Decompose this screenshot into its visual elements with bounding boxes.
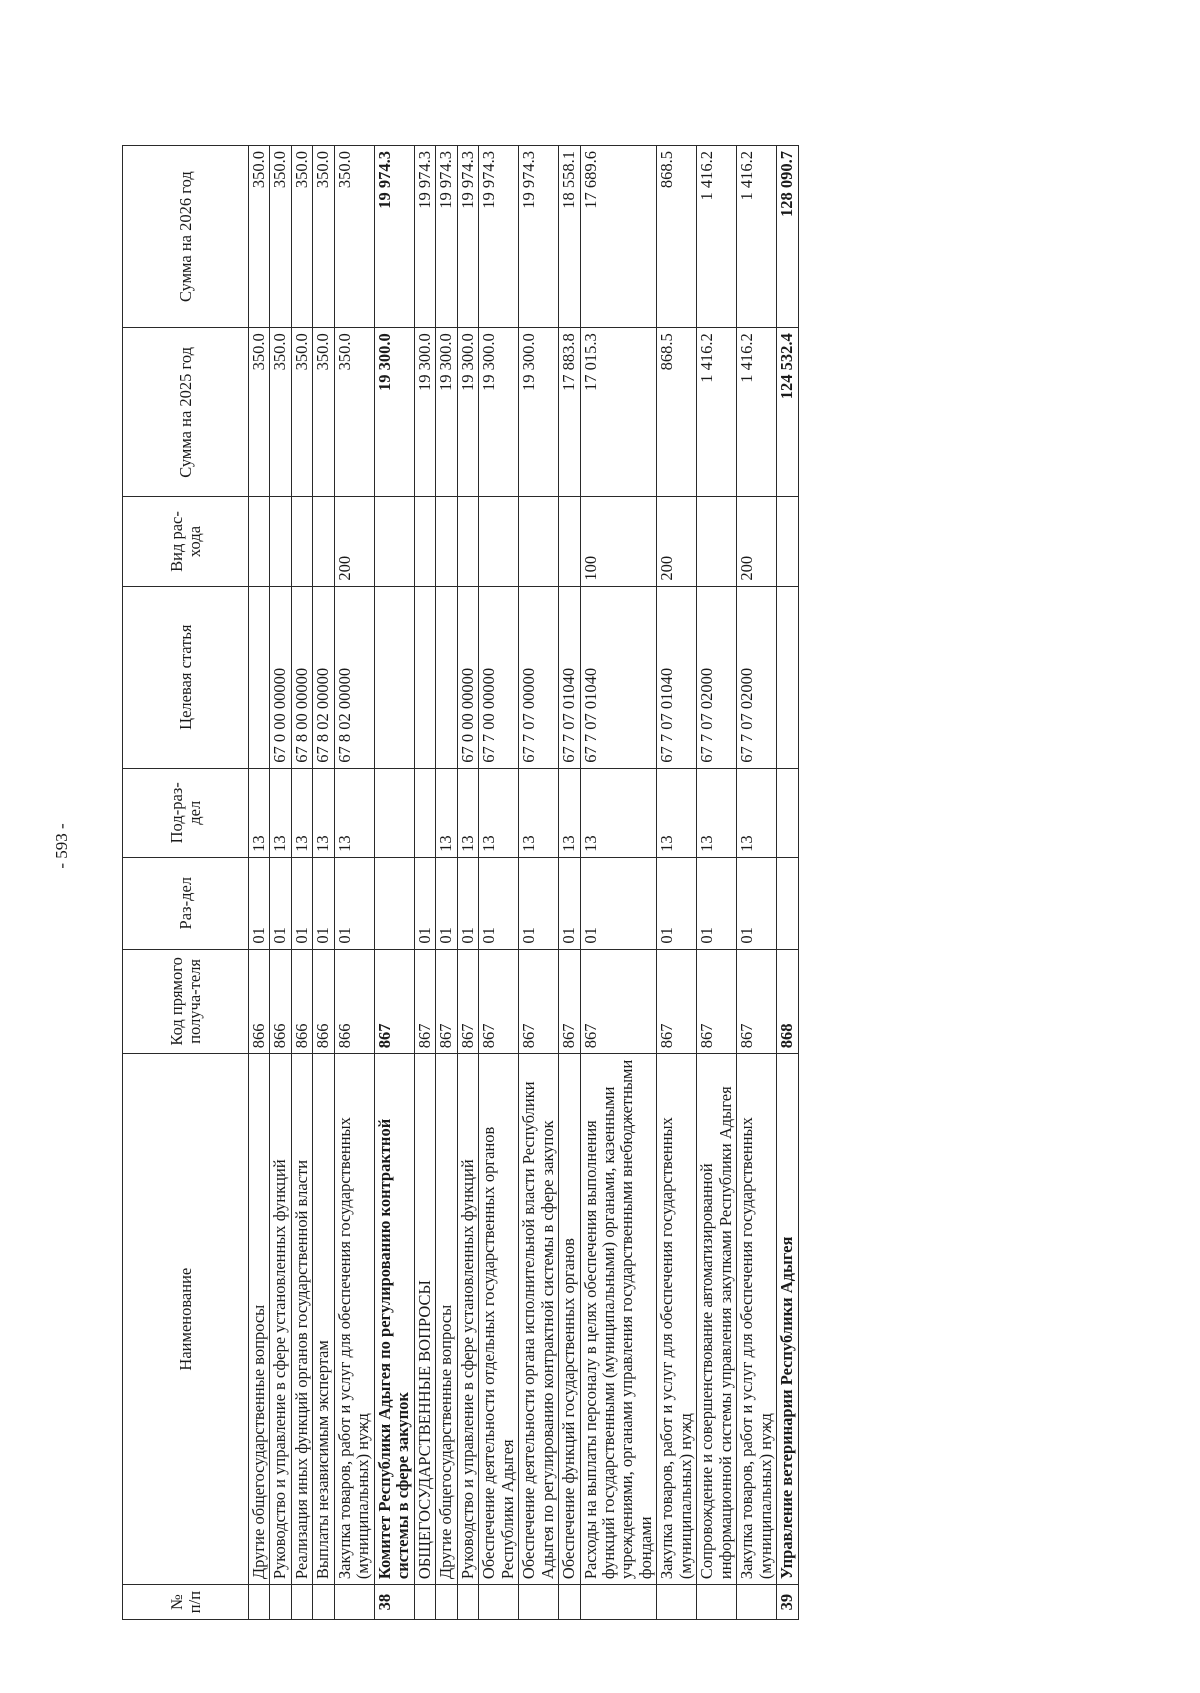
cell-vr [291,497,312,586]
cell-sum-2025: 19 300.0 [414,328,435,497]
cell-grbs: 868 [777,949,798,1054]
cell-sum-2025: 350.0 [291,328,312,497]
cell-name: Обеспечение деятельности органа исполнительной власти Республики Адыгея по регулированию контрактной системы в сфере закупок [519,1054,559,1585]
cell-csr: 67 8 00 00000 [291,586,312,768]
cell-csr [249,586,270,768]
cell-vr: 100 [580,497,657,586]
cell-vr [313,497,334,586]
cell-name: Другие общегосударственные вопросы [436,1054,457,1585]
cell-csr: 67 7 07 02000 [697,586,737,768]
cell-grbs: 867 [479,949,519,1054]
cell-name: Управление ветеринарии Республики Адыгея [777,1054,798,1585]
cell-sum-2026: 350.0 [334,146,374,328]
cell-grbs: 867 [457,949,478,1054]
cell-razdel: 01 [519,857,559,949]
cell-grbs: 866 [270,949,291,1054]
table-row [479,146,519,1620]
cell-csr: 67 0 00 00000 [270,586,291,768]
cell-razdel: 01 [657,857,697,949]
cell-sum-2026: 350.0 [313,146,334,328]
cell-csr: 67 7 07 01040 [580,586,657,768]
header-num: № п/п [123,1585,249,1620]
cell-podrazdel: 13 [291,768,312,857]
header-name: Наименование [123,1054,249,1585]
cell-name: Закупка товаров, работ и услуг для обеспечения государственных (муниципальных) нужд [334,1054,374,1585]
budget-table-container [122,145,1122,1620]
cell-name: Обеспечение деятельности отдельных государственных органов Республики Адыгея [479,1054,519,1585]
cell-vr: 200 [657,497,697,586]
cell-razdel: 01 [436,857,457,949]
cell-sum-2026: 868.5 [657,146,697,328]
cell-razdel [777,857,798,949]
page-number: - 593 - [52,823,71,869]
cell-vr [697,497,737,586]
table-row [334,146,374,1620]
cell-podrazdel: 13 [457,768,478,857]
cell-num [479,1585,519,1620]
cell-razdel: 01 [580,857,657,949]
cell-podrazdel: 13 [657,768,697,857]
cell-grbs: 867 [737,949,777,1054]
cell-vr [374,497,414,586]
cell-num [697,1585,737,1620]
table-row [457,146,478,1620]
cell-num [249,1585,270,1620]
cell-podrazdel [777,768,798,857]
cell-csr [414,586,435,768]
cell-sum-2026: 1 416.2 [737,146,777,328]
cell-csr: 67 0 00 00000 [457,586,478,768]
cell-sum-2025: 868.5 [657,328,697,497]
cell-grbs: 867 [657,949,697,1054]
cell-csr: 67 7 07 00000 [519,586,559,768]
cell-razdel: 01 [334,857,374,949]
cell-sum-2026: 19 974.3 [479,146,519,328]
cell-sum-2025: 350.0 [313,328,334,497]
cell-sum-2025: 350.0 [334,328,374,497]
header-csr: Целевая статья [123,586,249,768]
cell-grbs: 867 [436,949,457,1054]
cell-sum-2026: 19 974.3 [519,146,559,328]
table-header [123,146,249,1620]
cell-csr [777,586,798,768]
cell-sum-2026: 19 974.3 [436,146,457,328]
cell-sum-2025: 19 300.0 [374,328,414,497]
cell-razdel: 01 [457,857,478,949]
cell-sum-2025: 350.0 [249,328,270,497]
cell-num [519,1585,559,1620]
table-row [436,146,457,1620]
cell-sum-2025: 1 416.2 [697,328,737,497]
cell-num [334,1585,374,1620]
cell-name: Расходы на выплаты персоналу в целях обеспечения выполнения функций государственными (муниципальными) органами, казенными учреждениями, органами управления государственными внебюджетными фондами [580,1054,657,1585]
cell-csr [436,586,457,768]
cell-razdel: 01 [697,857,737,949]
cell-csr: 67 7 07 01040 [559,586,580,768]
cell-csr: 67 7 07 01040 [657,586,697,768]
table-row [313,146,334,1620]
table-row [657,146,697,1620]
cell-grbs: 867 [697,949,737,1054]
table-row [737,146,777,1620]
table-row [414,146,435,1620]
cell-name: Другие общегосударственные вопросы [249,1054,270,1585]
cell-vr [559,497,580,586]
cell-podrazdel: 13 [697,768,737,857]
cell-csr: 67 7 07 02000 [737,586,777,768]
header-grbs: Код прямого получа-теля [123,949,249,1054]
cell-sum-2025: 350.0 [270,328,291,497]
cell-podrazdel: 13 [737,768,777,857]
cell-name: Закупка товаров, работ и услуг для обеспечения государственных (муниципальных) нужд [737,1054,777,1585]
cell-name: ОБЩЕГОСУДАРСТВЕННЫЕ ВОПРОСЫ [414,1054,435,1585]
cell-num [313,1585,334,1620]
cell-podrazdel: 13 [334,768,374,857]
cell-csr: 67 7 00 00000 [479,586,519,768]
cell-name: Руководство и управление в сфере установленных функций [457,1054,478,1585]
header-vr: Вид рас-хода [123,497,249,586]
cell-podrazdel: 13 [313,768,334,857]
cell-num [657,1585,697,1620]
table-row [374,146,414,1620]
cell-podrazdel: 13 [559,768,580,857]
cell-razdel: 01 [291,857,312,949]
cell-grbs: 866 [334,949,374,1054]
cell-csr: 67 8 02 00000 [334,586,374,768]
table-row [270,146,291,1620]
cell-num [457,1585,478,1620]
cell-num [436,1585,457,1620]
table-row [580,146,657,1620]
cell-vr [777,497,798,586]
cell-sum-2025: 1 416.2 [737,328,777,497]
table-body [249,146,799,1620]
cell-sum-2025: 17 015.3 [580,328,657,497]
cell-sum-2026: 19 974.3 [374,146,414,328]
cell-name: Обеспечение функций государственных органов [559,1054,580,1585]
cell-vr [436,497,457,586]
cell-podrazdel: 13 [249,768,270,857]
cell-podrazdel: 13 [479,768,519,857]
cell-sum-2026: 18 558.1 [559,146,580,328]
cell-sum-2026: 350.0 [249,146,270,328]
table-row [249,146,270,1620]
cell-sum-2026: 128 090.7 [777,146,798,328]
budget-table [122,145,799,1620]
table-row [777,146,798,1620]
cell-razdel: 01 [479,857,519,949]
cell-grbs: 867 [559,949,580,1054]
cell-podrazdel: 13 [270,768,291,857]
cell-sum-2026: 1 416.2 [697,146,737,328]
cell-razdel: 01 [313,857,334,949]
cell-name: Реализация иных функций органов государственной власти [291,1054,312,1585]
cell-sum-2026: 19 974.3 [457,146,478,328]
cell-podrazdel: 13 [519,768,559,857]
cell-razdel: 01 [737,857,777,949]
cell-sum-2025: 19 300.0 [519,328,559,497]
table-row [291,146,312,1620]
cell-name: Руководство и управление в сфере установленных функций [270,1054,291,1585]
cell-vr [457,497,478,586]
cell-vr: 200 [334,497,374,586]
header-sum-2026: Сумма на 2026 год [123,146,249,328]
cell-grbs: 866 [249,949,270,1054]
header-sum-2025: Сумма на 2025 год [123,328,249,497]
cell-sum-2026: 17 689.6 [580,146,657,328]
cell-vr [414,497,435,586]
cell-num: 38 [374,1585,414,1620]
cell-sum-2025: 19 300.0 [457,328,478,497]
cell-name: Комитет Республики Адыгея по регулированию контрактной системы в сфере закупок [374,1054,414,1585]
cell-grbs: 866 [313,949,334,1054]
cell-sum-2026: 350.0 [291,146,312,328]
cell-num [580,1585,657,1620]
cell-num [414,1585,435,1620]
cell-csr [374,586,414,768]
cell-vr [249,497,270,586]
cell-razdel: 01 [270,857,291,949]
cell-vr [479,497,519,586]
cell-podrazdel: 13 [436,768,457,857]
cell-num [559,1585,580,1620]
cell-grbs: 867 [580,949,657,1054]
cell-grbs: 867 [519,949,559,1054]
cell-razdel: 01 [559,857,580,949]
cell-sum-2026: 350.0 [270,146,291,328]
cell-num [291,1585,312,1620]
cell-razdel: 01 [414,857,435,949]
table-row [519,146,559,1620]
cell-vr [270,497,291,586]
table-row [697,146,737,1620]
cell-sum-2025: 19 300.0 [479,328,519,497]
cell-sum-2026: 19 974.3 [414,146,435,328]
cell-vr: 200 [737,497,777,586]
cell-num [270,1585,291,1620]
cell-vr [519,497,559,586]
cell-podrazdel [414,768,435,857]
cell-name: Сопровождение и совершенствование автоматизированной информационной системы управления закупками Республики Адыгея [697,1054,737,1585]
cell-num [737,1585,777,1620]
cell-csr: 67 8 02 00000 [313,586,334,768]
cell-razdel: 01 [249,857,270,949]
header-podrazdel: Под-раз-дел [123,768,249,857]
cell-grbs: 867 [374,949,414,1054]
cell-num: 39 [777,1585,798,1620]
header-row [123,146,249,1620]
cell-podrazdel: 13 [580,768,657,857]
cell-sum-2025: 19 300.0 [436,328,457,497]
cell-razdel [374,857,414,949]
table-row [559,146,580,1620]
cell-name: Выплаты независимым экспертам [313,1054,334,1585]
cell-grbs: 867 [414,949,435,1054]
cell-grbs: 866 [291,949,312,1054]
header-razdel: Раз-дел [123,857,249,949]
cell-name: Закупка товаров, работ и услуг для обеспечения государственных (муниципальных) нужд [657,1054,697,1585]
cell-sum-2025: 17 883.8 [559,328,580,497]
cell-sum-2025: 124 532.4 [777,328,798,497]
cell-podrazdel [374,768,414,857]
